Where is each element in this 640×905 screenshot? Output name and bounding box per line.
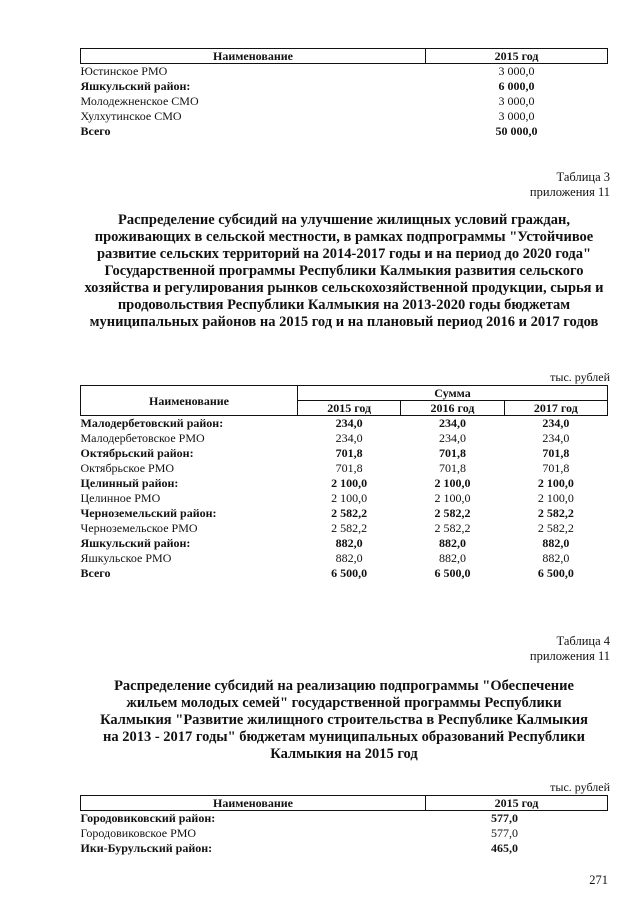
- row-value-2015: 882,0: [335, 536, 363, 550]
- appendix-label: приложения 11: [529, 649, 610, 663]
- row-name: Городовиковское РМО: [80, 826, 197, 840]
- table-row: [81, 506, 608, 521]
- table-4-title: Распределение субсидий на реализацию подпрограммы "Обеспечение жильем молодых семей" государственной программы Республики Калмыкия "Развитие жилищного строительства в Республике Калмыкия на 2013 - 2017 годы" бюджетам муниципальных образований Республики Калмыкия на 2015 год: [100, 678, 588, 762]
- row-value: 50 000,0: [495, 124, 538, 138]
- row-value-2017: 701,8: [542, 446, 570, 460]
- table-row: [81, 416, 608, 432]
- row-name: Юстинское РМО: [80, 64, 168, 78]
- row-value-2016: 882,0: [438, 536, 466, 550]
- row-name: Целинный район:: [80, 476, 179, 490]
- table-label: Таблица 3: [556, 170, 610, 184]
- row-name: Всего: [80, 124, 111, 138]
- row-name: Хулхутинское СМО: [80, 109, 182, 123]
- row-value-2015: 701,8: [335, 461, 363, 475]
- row-name: Яшкульское РМО: [80, 551, 172, 565]
- row-value-2015: 2 582,2: [331, 506, 368, 520]
- row-name: Малодербетовский район:: [80, 416, 224, 430]
- row-name: Черноземельский район:: [80, 506, 217, 520]
- row-value: 577,0: [491, 811, 518, 825]
- row-value-2016: 882,0: [438, 551, 466, 565]
- row-name: Молодежненское СМО: [80, 94, 199, 108]
- col-header-2015: 2015 год: [494, 796, 539, 810]
- table-row: [81, 64, 608, 80]
- table-row: [81, 109, 608, 124]
- table-row: [81, 491, 608, 506]
- row-value: 465,0: [491, 841, 518, 855]
- units-label: тыс. рублей: [550, 370, 610, 384]
- row-value-2016: 2 582,2: [434, 506, 471, 520]
- table-row: [81, 461, 608, 476]
- row-value: 3 000,0: [498, 109, 535, 123]
- row-name: Целинное РМО: [80, 491, 161, 505]
- col-header-2016: 2016 год: [401, 401, 504, 416]
- page-number: 271: [589, 873, 608, 887]
- table-3-caption: [530, 170, 610, 200]
- table-row: [81, 521, 608, 536]
- row-value-2016: 701,8: [438, 446, 466, 460]
- row-value-2016: 234,0: [438, 431, 466, 445]
- row-value-2015: 701,8: [335, 446, 363, 460]
- row-value-2017: 2 582,2: [537, 506, 574, 520]
- table-4-caption: [530, 634, 610, 664]
- row-value-2016: 2 582,2: [434, 521, 471, 535]
- row-value-2017: 882,0: [542, 536, 570, 550]
- row-name: Яшкульский район:: [80, 79, 191, 93]
- row-value-2017: 701,8: [542, 461, 570, 475]
- row-value-2016: 2 100,0: [434, 476, 471, 490]
- table-row: [81, 826, 608, 841]
- table-row: [81, 79, 608, 94]
- row-value-2015: 2 100,0: [331, 476, 368, 490]
- row-value: 3 000,0: [498, 94, 535, 108]
- col-header-2015: 2015 год: [298, 401, 401, 416]
- row-value-2017: 6 500,0: [537, 566, 574, 580]
- row-name: Октябрьский район:: [80, 446, 194, 460]
- row-name: Городовиковский район:: [80, 811, 216, 825]
- row-value-2016: 701,8: [438, 461, 466, 475]
- row-name: Черноземельское РМО: [80, 521, 198, 535]
- row-name: Ики-Бурульский район:: [80, 841, 213, 855]
- row-value-2017: 2 582,2: [537, 521, 574, 535]
- row-value-2015: 6 500,0: [331, 566, 368, 580]
- row-value: 3 000,0: [498, 64, 535, 78]
- row-value-2016: 234,0: [438, 416, 466, 430]
- table-row: [81, 551, 608, 566]
- table-2015-continuation: [80, 48, 608, 139]
- row-name: Малодербетовское РМО: [80, 431, 205, 445]
- units-label: тыс. рублей: [550, 780, 610, 794]
- row-value-2016: 2 100,0: [434, 491, 471, 505]
- row-value-2017: 234,0: [542, 416, 570, 430]
- row-name: Яшкульский район:: [80, 536, 191, 550]
- table-row: [81, 431, 608, 446]
- table-3-title: Распределение субсидий на улучшение жилищных условий граждан, проживающих в сельской местности, в рамках подпрограммы "Устойчивое развитие сельских территорий на 2014-2017 годы и на период до 2020 года" Государственной программы Республики Калмыкия развития сельского хозяйства и регулирования рынков сельскохозяйственной продукции, сырья и продовольствия Республики Калмыкия на 2013-2020 годы бюджетам муниципальных районов на 2015 год и на плановый период 2016 и 2017 годов: [84, 212, 604, 330]
- table-row: [81, 841, 608, 856]
- col-header-name: Наименование: [81, 796, 426, 811]
- row-value: 577,0: [491, 826, 518, 840]
- row-value-2017: 2 100,0: [537, 491, 574, 505]
- col-header-name: Наименование: [81, 49, 426, 64]
- table-row: [81, 94, 608, 109]
- row-name: Октябрьское РМО: [80, 461, 175, 475]
- table-4: [80, 795, 608, 856]
- table-row: [81, 811, 608, 827]
- row-value-2017: 882,0: [542, 551, 570, 565]
- row-name: Всего: [80, 566, 111, 580]
- table-row: [81, 124, 608, 139]
- row-value-2015: 2 100,0: [331, 491, 368, 505]
- table-row: [81, 446, 608, 461]
- table-label: Таблица 4: [556, 634, 610, 648]
- row-value-2015: 882,0: [335, 551, 363, 565]
- table-row: [81, 476, 608, 491]
- col-header-2015: 2015 год: [494, 49, 539, 63]
- table-row: [81, 566, 608, 581]
- col-header-name: Наименование: [81, 386, 298, 416]
- table-3: [80, 385, 608, 581]
- row-value-2017: 234,0: [542, 431, 570, 445]
- row-value: 6 000,0: [498, 79, 535, 93]
- row-value-2015: 2 582,2: [331, 521, 368, 535]
- row-value-2015: 234,0: [335, 431, 363, 445]
- row-value-2017: 2 100,0: [537, 476, 574, 490]
- row-value-2016: 6 500,0: [434, 566, 471, 580]
- appendix-label: приложения 11: [529, 185, 610, 199]
- table-row: [81, 536, 608, 551]
- row-value-2015: 234,0: [335, 416, 363, 430]
- col-header-sum: Сумма: [298, 386, 608, 401]
- col-header-2017: 2017 год: [504, 401, 607, 416]
